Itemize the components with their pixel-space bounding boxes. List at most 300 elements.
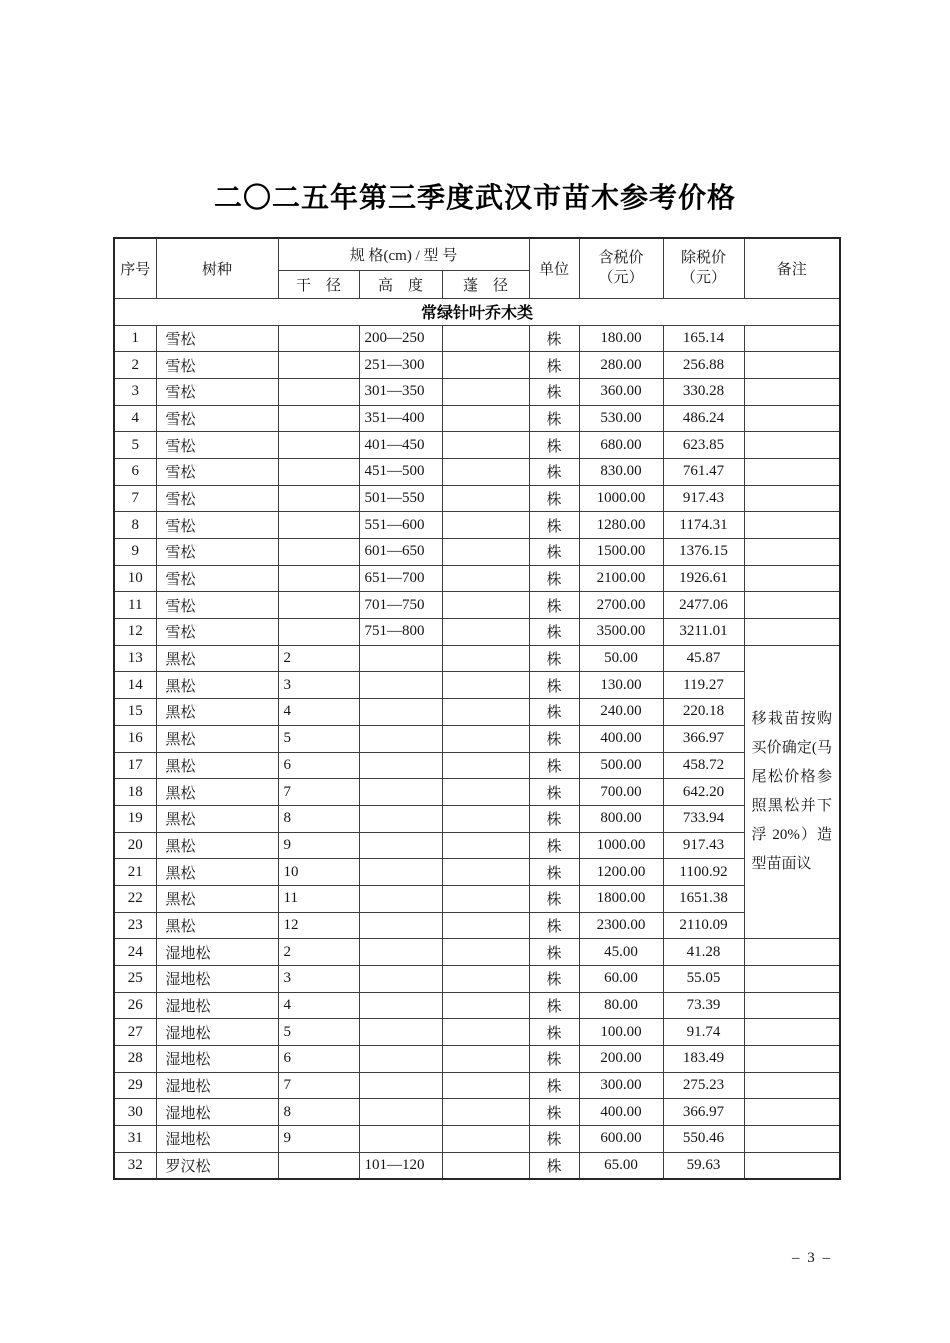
- table-row: [114, 405, 840, 432]
- cell-crown: [442, 512, 529, 539]
- cell-price: 80.00: [579, 992, 663, 1019]
- cell-unit: 株: [529, 592, 579, 619]
- cell-price: 800.00: [579, 805, 663, 832]
- cell-diameter: [278, 325, 359, 352]
- cell-price: 220.18: [663, 699, 744, 726]
- cell-no: 1: [114, 325, 156, 352]
- cell-unit: 株: [529, 485, 579, 512]
- cell-species: 黑松: [156, 859, 278, 886]
- cell-price: 45.87: [663, 645, 744, 672]
- price-incl-tax-label-line2: （元）: [598, 270, 644, 287]
- page-number: – 3 –: [792, 1250, 832, 1266]
- col-header-height: 高 度: [359, 270, 442, 298]
- cell-price: 330.28: [663, 378, 744, 405]
- cell-unit: 株: [529, 378, 579, 405]
- cell-price: 680.00: [579, 432, 663, 459]
- cell-unit: 株: [529, 699, 579, 726]
- cell-diameter: 7: [278, 779, 359, 806]
- col-header-no: 序号: [114, 238, 156, 298]
- cell-no: 17: [114, 752, 156, 779]
- table-row: [114, 619, 840, 646]
- cell-diameter: 3: [278, 672, 359, 699]
- cell-no: 28: [114, 1046, 156, 1073]
- cell-no: 4: [114, 405, 156, 432]
- cell-price: 1280.00: [579, 512, 663, 539]
- table-row: [114, 832, 840, 859]
- cell-crown: [442, 432, 529, 459]
- cell-price: 2110.09: [663, 912, 744, 939]
- cell-crown: [442, 325, 529, 352]
- cell-price: 2100.00: [579, 565, 663, 592]
- cell-no: 3: [114, 378, 156, 405]
- cell-crown: [442, 699, 529, 726]
- cell-price: 360.00: [579, 378, 663, 405]
- cell-crown: [442, 885, 529, 912]
- cell-remark: [744, 458, 840, 485]
- cell-diameter: [278, 619, 359, 646]
- table-row: [114, 1152, 840, 1179]
- cell-unit: 株: [529, 752, 579, 779]
- cell-price: 700.00: [579, 779, 663, 806]
- cell-price: 600.00: [579, 1126, 663, 1153]
- cell-species: 黑松: [156, 912, 278, 939]
- cell-price: 256.88: [663, 352, 744, 379]
- cell-no: 31: [114, 1126, 156, 1153]
- table-row: [114, 458, 840, 485]
- table-row: [114, 992, 840, 1019]
- cell-crown: [442, 779, 529, 806]
- cell-crown: [442, 672, 529, 699]
- cell-diameter: [278, 1152, 359, 1179]
- cell-price: 3211.01: [663, 619, 744, 646]
- cell-height: [359, 885, 442, 912]
- cell-species: 雪松: [156, 512, 278, 539]
- cell-remark: [744, 539, 840, 566]
- cell-height: 301—350: [359, 378, 442, 405]
- cell-species: 黑松: [156, 672, 278, 699]
- col-header-price-excl-tax: [663, 238, 744, 298]
- cell-species: 雪松: [156, 432, 278, 459]
- cell-no: 25: [114, 966, 156, 993]
- table-row: [114, 805, 840, 832]
- cell-price: 2477.06: [663, 592, 744, 619]
- table-row: [114, 565, 840, 592]
- cell-crown: [442, 352, 529, 379]
- cell-species: 罗汉松: [156, 1152, 278, 1179]
- cell-unit: 株: [529, 725, 579, 752]
- cell-price: 65.00: [579, 1152, 663, 1179]
- cell-diameter: 4: [278, 992, 359, 1019]
- cell-price: 240.00: [579, 699, 663, 726]
- cell-diameter: 10: [278, 859, 359, 886]
- cell-diameter: 4: [278, 699, 359, 726]
- cell-no: 29: [114, 1072, 156, 1099]
- cell-species: 湿地松: [156, 1126, 278, 1153]
- cell-species: 黑松: [156, 725, 278, 752]
- cell-price: 41.28: [663, 939, 744, 966]
- cell-price: 623.85: [663, 432, 744, 459]
- cell-diameter: 3: [278, 966, 359, 993]
- cell-diameter: [278, 378, 359, 405]
- cell-crown: [442, 859, 529, 886]
- cell-price: 530.00: [579, 405, 663, 432]
- cell-species: 湿地松: [156, 1072, 278, 1099]
- cell-price: 1376.15: [663, 539, 744, 566]
- cell-price: 73.39: [663, 992, 744, 1019]
- cell-remark: [744, 1072, 840, 1099]
- cell-diameter: 6: [278, 752, 359, 779]
- cell-height: [359, 1019, 442, 1046]
- section-title: 常绿针叶乔木类: [114, 298, 840, 325]
- cell-diameter: 12: [278, 912, 359, 939]
- cell-crown: [442, 592, 529, 619]
- cell-no: 23: [114, 912, 156, 939]
- cell-remark: [744, 966, 840, 993]
- cell-price: 55.05: [663, 966, 744, 993]
- table-row: [114, 859, 840, 886]
- cell-unit: 株: [529, 432, 579, 459]
- cell-height: [359, 939, 442, 966]
- cell-price: 400.00: [579, 725, 663, 752]
- cell-price: 917.43: [663, 485, 744, 512]
- cell-height: [359, 912, 442, 939]
- cell-price: 300.00: [579, 1072, 663, 1099]
- cell-species: 雪松: [156, 565, 278, 592]
- cell-crown: [442, 565, 529, 592]
- cell-price: 486.24: [663, 405, 744, 432]
- cell-crown: [442, 805, 529, 832]
- cell-price: 180.00: [579, 325, 663, 352]
- cell-species: 黑松: [156, 645, 278, 672]
- cell-species: 湿地松: [156, 1046, 278, 1073]
- cell-price: 59.63: [663, 1152, 744, 1179]
- cell-crown: [442, 645, 529, 672]
- cell-no: 18: [114, 779, 156, 806]
- cell-diameter: 2: [278, 645, 359, 672]
- cell-height: [359, 805, 442, 832]
- cell-height: [359, 859, 442, 886]
- cell-no: 27: [114, 1019, 156, 1046]
- cell-height: 101—120: [359, 1152, 442, 1179]
- cell-unit: 株: [529, 1126, 579, 1153]
- cell-species: 湿地松: [156, 939, 278, 966]
- cell-no: 14: [114, 672, 156, 699]
- table-row: [114, 592, 840, 619]
- cell-no: 5: [114, 432, 156, 459]
- cell-price: 1200.00: [579, 859, 663, 886]
- table-row: [114, 912, 840, 939]
- cell-no: 32: [114, 1152, 156, 1179]
- table-row: [114, 885, 840, 912]
- cell-remark: [744, 378, 840, 405]
- cell-height: [359, 992, 442, 1019]
- cell-price: 119.27: [663, 672, 744, 699]
- cell-height: [359, 645, 442, 672]
- cell-species: 黑松: [156, 752, 278, 779]
- cell-remark: [744, 512, 840, 539]
- cell-unit: 株: [529, 565, 579, 592]
- table-row: [114, 725, 840, 752]
- cell-height: [359, 966, 442, 993]
- cell-diameter: [278, 352, 359, 379]
- table-row: [114, 779, 840, 806]
- cell-unit: 株: [529, 805, 579, 832]
- cell-no: 10: [114, 565, 156, 592]
- table-row: [114, 432, 840, 459]
- cell-diameter: 8: [278, 805, 359, 832]
- cell-price: 1500.00: [579, 539, 663, 566]
- cell-remark: [744, 1099, 840, 1126]
- cell-price: 830.00: [579, 458, 663, 485]
- cell-price: 1800.00: [579, 885, 663, 912]
- cell-crown: [442, 1126, 529, 1153]
- table-row: [114, 1126, 840, 1153]
- table-row: [114, 699, 840, 726]
- cell-height: 601—650: [359, 539, 442, 566]
- merged-remark-cell: 移栽苗按购买价确定(马尾松价格参照黑松并下浮 20%）造型苗面议: [744, 645, 840, 939]
- cell-height: [359, 699, 442, 726]
- cell-no: 2: [114, 352, 156, 379]
- col-header-diameter: 干 径: [278, 270, 359, 298]
- table-row: [114, 645, 840, 672]
- cell-height: [359, 1099, 442, 1126]
- cell-no: 12: [114, 619, 156, 646]
- cell-price: 2300.00: [579, 912, 663, 939]
- price-excl-tax-label-line1: 除税价: [681, 250, 727, 266]
- cell-remark: [744, 1046, 840, 1073]
- cell-diameter: [278, 432, 359, 459]
- cell-crown: [442, 939, 529, 966]
- cell-price: 761.47: [663, 458, 744, 485]
- cell-price: 400.00: [579, 1099, 663, 1126]
- table-row: [114, 966, 840, 993]
- cell-species: 湿地松: [156, 966, 278, 993]
- cell-species: 黑松: [156, 805, 278, 832]
- cell-diameter: [278, 539, 359, 566]
- cell-height: [359, 779, 442, 806]
- cell-price: 1174.31: [663, 512, 744, 539]
- cell-species: 黑松: [156, 832, 278, 859]
- cell-unit: 株: [529, 939, 579, 966]
- table-row: [114, 378, 840, 405]
- cell-price: 1926.61: [663, 565, 744, 592]
- cell-species: 湿地松: [156, 992, 278, 1019]
- table-body: [114, 325, 840, 1179]
- cell-price: 165.14: [663, 325, 744, 352]
- cell-unit: 株: [529, 1019, 579, 1046]
- price-excl-tax-label-line2: （元）: [681, 270, 727, 287]
- cell-price: 1000.00: [579, 485, 663, 512]
- cell-unit: 株: [529, 325, 579, 352]
- cell-unit: 株: [529, 885, 579, 912]
- cell-price: 366.97: [663, 725, 744, 752]
- cell-crown: [442, 1072, 529, 1099]
- cell-height: [359, 832, 442, 859]
- cell-height: 751—800: [359, 619, 442, 646]
- cell-species: 湿地松: [156, 1099, 278, 1126]
- cell-no: 13: [114, 645, 156, 672]
- cell-remark: [744, 992, 840, 1019]
- cell-unit: 株: [529, 619, 579, 646]
- cell-height: [359, 725, 442, 752]
- cell-species: 雪松: [156, 619, 278, 646]
- cell-diameter: [278, 458, 359, 485]
- cell-crown: [442, 966, 529, 993]
- cell-crown: [442, 1046, 529, 1073]
- cell-price: 280.00: [579, 352, 663, 379]
- col-header-remark: 备注: [744, 238, 840, 298]
- cell-diameter: [278, 405, 359, 432]
- cell-diameter: 7: [278, 1072, 359, 1099]
- cell-price: 1000.00: [579, 832, 663, 859]
- table-row: [114, 485, 840, 512]
- cell-no: 26: [114, 992, 156, 1019]
- cell-price: 917.43: [663, 832, 744, 859]
- cell-species: 雪松: [156, 352, 278, 379]
- cell-unit: 株: [529, 512, 579, 539]
- cell-diameter: 5: [278, 725, 359, 752]
- cell-height: 351—400: [359, 405, 442, 432]
- table-header: [114, 238, 840, 298]
- cell-height: 701—750: [359, 592, 442, 619]
- cell-price: 1651.38: [663, 885, 744, 912]
- table-row: [114, 352, 840, 379]
- cell-price: 3500.00: [579, 619, 663, 646]
- table-row: [114, 939, 840, 966]
- cell-diameter: 8: [278, 1099, 359, 1126]
- cell-unit: 株: [529, 859, 579, 886]
- table-row: [114, 512, 840, 539]
- table-row: [114, 752, 840, 779]
- cell-diameter: 9: [278, 832, 359, 859]
- cell-unit: 株: [529, 1046, 579, 1073]
- cell-height: 451—500: [359, 458, 442, 485]
- cell-remark: [744, 1126, 840, 1153]
- cell-height: [359, 1046, 442, 1073]
- cell-unit: 株: [529, 352, 579, 379]
- cell-species: 雪松: [156, 485, 278, 512]
- table-row: [114, 1046, 840, 1073]
- cell-no: 16: [114, 725, 156, 752]
- cell-remark: [744, 565, 840, 592]
- page-title: 二〇二五年第三季度武汉市苗木参考价格: [213, 182, 736, 213]
- cell-diameter: [278, 592, 359, 619]
- cell-price: 733.94: [663, 805, 744, 832]
- cell-no: 22: [114, 885, 156, 912]
- section-row: [114, 298, 840, 325]
- cell-price: 1100.92: [663, 859, 744, 886]
- cell-diameter: [278, 512, 359, 539]
- cell-price: 275.23: [663, 1072, 744, 1099]
- cell-unit: 株: [529, 966, 579, 993]
- col-header-species: 树种: [156, 238, 278, 298]
- cell-no: 7: [114, 485, 156, 512]
- cell-price: 500.00: [579, 752, 663, 779]
- cell-height: [359, 1126, 442, 1153]
- cell-height: [359, 672, 442, 699]
- cell-price: 60.00: [579, 966, 663, 993]
- cell-unit: 株: [529, 672, 579, 699]
- cell-unit: 株: [529, 1099, 579, 1126]
- cell-species: 雪松: [156, 378, 278, 405]
- cell-species: 雪松: [156, 325, 278, 352]
- cell-no: 8: [114, 512, 156, 539]
- cell-no: 15: [114, 699, 156, 726]
- cell-remark: [744, 1019, 840, 1046]
- cell-species: 雪松: [156, 592, 278, 619]
- cell-height: [359, 752, 442, 779]
- cell-remark: [744, 325, 840, 352]
- cell-unit: 株: [529, 992, 579, 1019]
- cell-height: 401—450: [359, 432, 442, 459]
- cell-species: 黑松: [156, 885, 278, 912]
- cell-unit: 株: [529, 1152, 579, 1179]
- cell-price: 50.00: [579, 645, 663, 672]
- col-header-price-incl-tax: [579, 238, 663, 298]
- cell-height: 501—550: [359, 485, 442, 512]
- cell-crown: [442, 1099, 529, 1126]
- cell-remark: [744, 432, 840, 459]
- table-row: [114, 325, 840, 352]
- cell-no: 20: [114, 832, 156, 859]
- cell-crown: [442, 485, 529, 512]
- cell-price: 130.00: [579, 672, 663, 699]
- cell-crown: [442, 752, 529, 779]
- col-header-spec-group: 规 格(cm) / 型 号: [278, 238, 529, 270]
- cell-crown: [442, 539, 529, 566]
- cell-diameter: 11: [278, 885, 359, 912]
- cell-diameter: [278, 485, 359, 512]
- cell-remark: [744, 405, 840, 432]
- cell-crown: [442, 832, 529, 859]
- price-table: [113, 237, 841, 1180]
- cell-height: [359, 1072, 442, 1099]
- cell-price: 200.00: [579, 1046, 663, 1073]
- cell-price: 100.00: [579, 1019, 663, 1046]
- cell-species: 雪松: [156, 405, 278, 432]
- cell-no: 9: [114, 539, 156, 566]
- cell-no: 11: [114, 592, 156, 619]
- table-row: [114, 1072, 840, 1099]
- cell-unit: 株: [529, 405, 579, 432]
- cell-species: 黑松: [156, 779, 278, 806]
- cell-unit: 株: [529, 912, 579, 939]
- cell-height: 551—600: [359, 512, 442, 539]
- cell-diameter: 2: [278, 939, 359, 966]
- cell-height: 651—700: [359, 565, 442, 592]
- cell-price: 458.72: [663, 752, 744, 779]
- cell-price: 45.00: [579, 939, 663, 966]
- cell-price: 91.74: [663, 1019, 744, 1046]
- cell-diameter: 9: [278, 1126, 359, 1153]
- cell-species: 雪松: [156, 458, 278, 485]
- cell-crown: [442, 725, 529, 752]
- cell-crown: [442, 405, 529, 432]
- table-row: [114, 1099, 840, 1126]
- cell-diameter: 5: [278, 1019, 359, 1046]
- table-row: [114, 1019, 840, 1046]
- cell-remark: [744, 619, 840, 646]
- cell-unit: 株: [529, 458, 579, 485]
- cell-price: 550.46: [663, 1126, 744, 1153]
- cell-species: 雪松: [156, 539, 278, 566]
- cell-price: 642.20: [663, 779, 744, 806]
- cell-price: 2700.00: [579, 592, 663, 619]
- cell-unit: 株: [529, 539, 579, 566]
- price-incl-tax-label-line1: 含税价: [598, 250, 644, 266]
- cell-diameter: 6: [278, 1046, 359, 1073]
- cell-species: 湿地松: [156, 1019, 278, 1046]
